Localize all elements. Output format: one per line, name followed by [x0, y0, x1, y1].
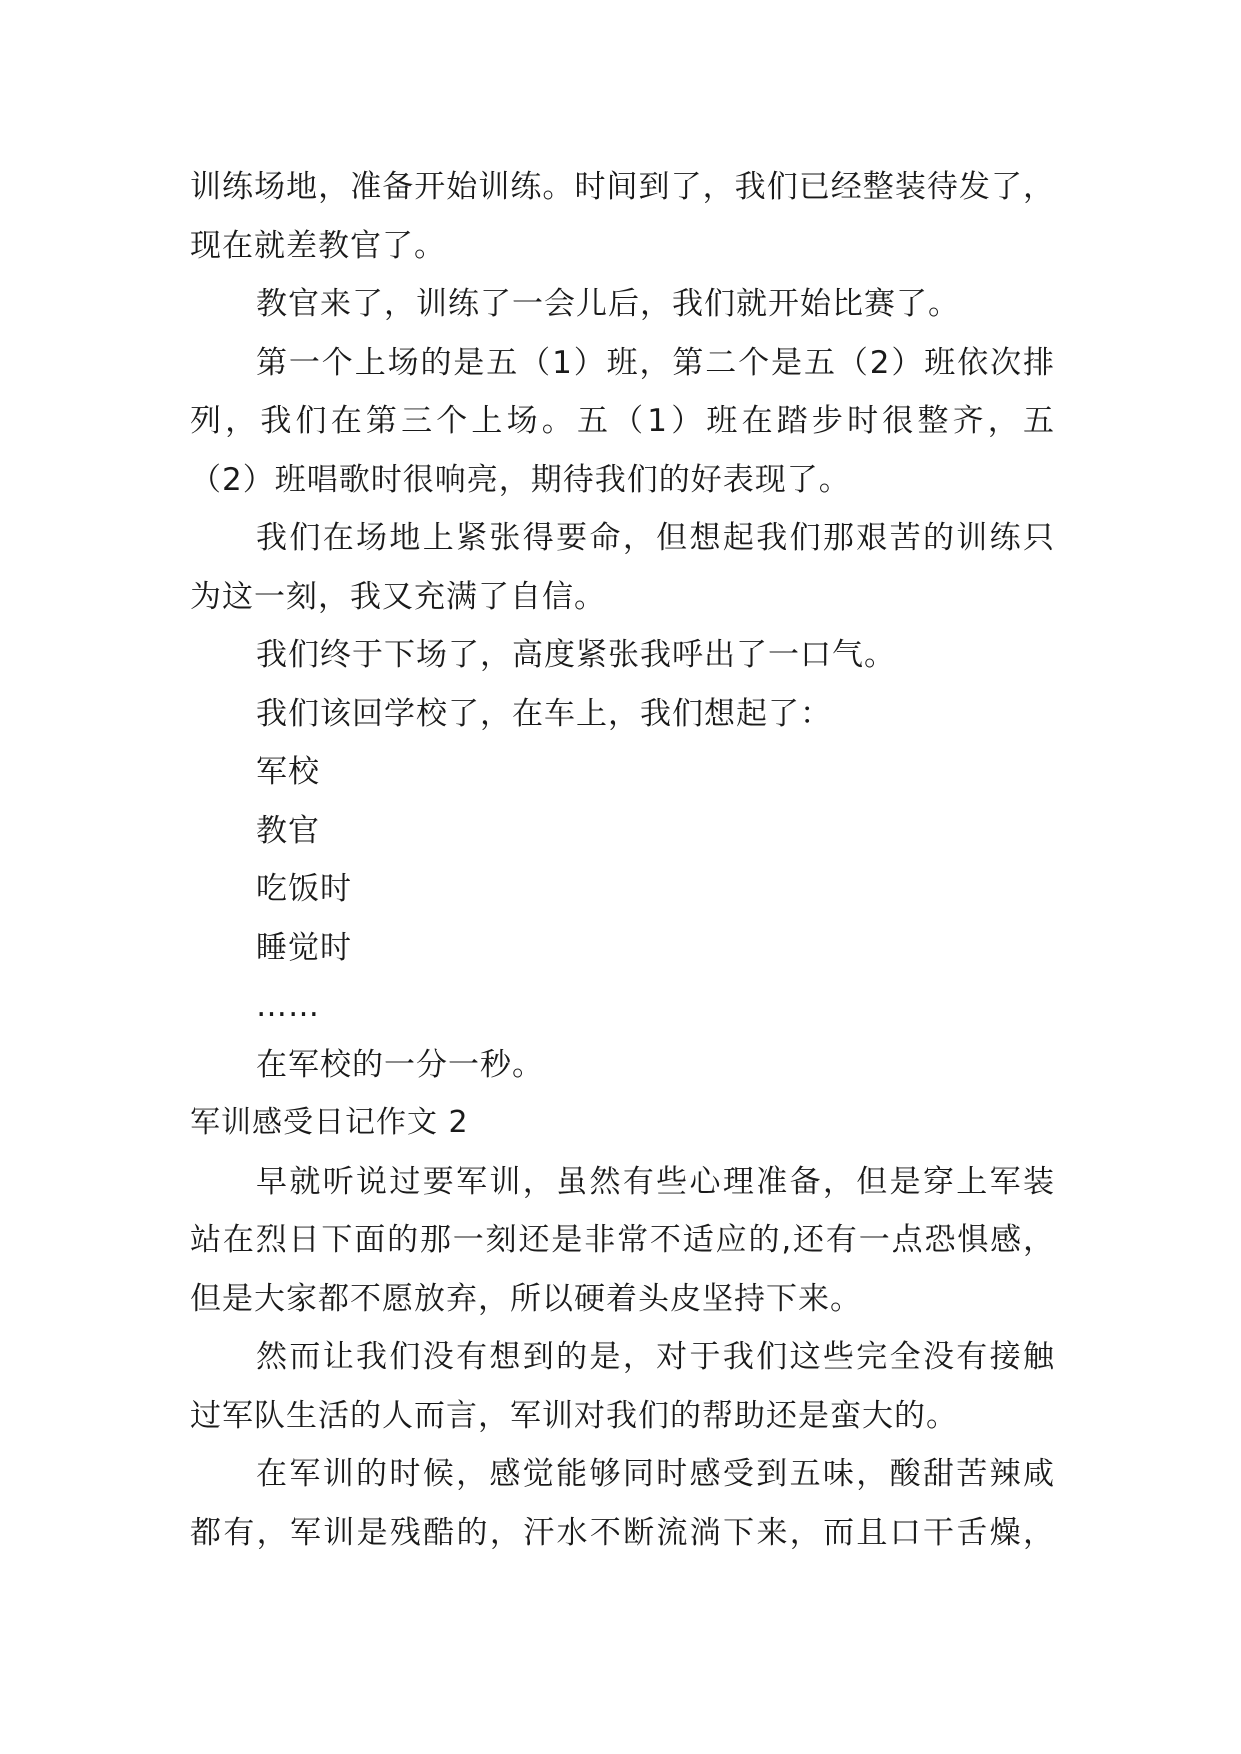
- ellipsis-line: ……: [256, 988, 320, 1024]
- text-line: 训练场地，准备开始训练。时间到了，我们已经整装待发了，: [190, 169, 1055, 205]
- text-line: 教官: [256, 812, 320, 849]
- paragraph: [190, 1036, 1055, 1095]
- text-line: 在军校的一分一秒。: [256, 1046, 544, 1083]
- text-line: 我们该回学校了，在车上，我们想起了：: [256, 695, 832, 732]
- text-line: 教官来了，训练了一会儿后，我们就开始比赛了。: [256, 286, 960, 322]
- document-body: [190, 158, 1055, 1562]
- paragraph: [190, 158, 1055, 275]
- text-line: 早就听说过要军训，虽然有些心理准备，但是穿上军装: [256, 1163, 1055, 1200]
- section-heading: [190, 1094, 1055, 1153]
- paragraph: [190, 919, 1055, 978]
- text-line: 第一个上场的是五（1）班，第二个是五（2）班依次排: [256, 344, 1055, 381]
- text-line: 然而让我们没有想到的是，对于我们这些完全没有接触: [256, 1339, 1055, 1375]
- text-line: 过军队生活的人而言，军训对我们的帮助还是蛮大的。: [190, 1397, 958, 1434]
- text-line: 都有，军训是残酷的，汗水不断流淌下来，而且口干舌燥，: [190, 1514, 1055, 1551]
- paragraph: [190, 685, 1055, 744]
- text-line: 我们在场地上紧张得要命，但想起我们那艰苦的训练只: [256, 520, 1055, 556]
- text-line: 吃饭时: [256, 871, 352, 907]
- text-line: 列，我们在第三个上场。五（1）班在踏步时很整齐，五: [190, 403, 1055, 439]
- paragraph: [190, 275, 1055, 334]
- text-line: 但是大家都不愿放弃，所以硬着头皮坚持下来。: [190, 1280, 862, 1317]
- text-line: 睡觉时: [256, 929, 352, 966]
- text-line: 我们终于下场了，高度紧张我呼出了一口气。: [256, 637, 896, 673]
- text-line: 站在烈日下面的那一刻还是非常不适应的,还有一点恐惧感，: [190, 1222, 1055, 1258]
- text-line: 现在就差教官了。: [190, 227, 446, 264]
- text-line: 为这一刻，我又充满了自信。: [190, 578, 606, 615]
- paragraph: [190, 1445, 1055, 1562]
- paragraph: [190, 977, 1055, 1036]
- heading-text: 军训感受日记作文 2: [190, 1105, 469, 1140]
- paragraph: [190, 860, 1055, 919]
- paragraph: [190, 802, 1055, 861]
- paragraph: [190, 626, 1055, 685]
- text-line: （2）班唱歌时很响亮，期待我们的好表现了。: [190, 461, 851, 498]
- paragraph: [190, 334, 1055, 510]
- text-line: 军校: [256, 754, 320, 790]
- paragraph: [190, 1153, 1055, 1329]
- text-line: 在军训的时候，感觉能够同时感受到五味，酸甜苦辣咸: [256, 1456, 1055, 1492]
- paragraph: [190, 743, 1055, 802]
- paragraph: [190, 509, 1055, 626]
- paragraph: [190, 1328, 1055, 1445]
